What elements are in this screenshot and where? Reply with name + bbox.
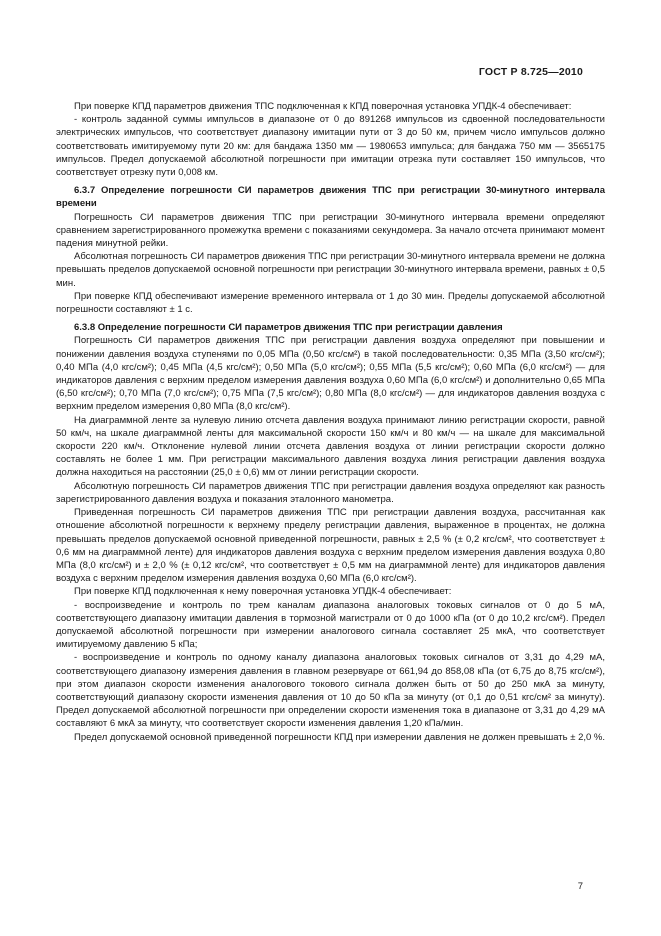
section-heading-6-3-7: 6.3.7 Определение погрешности СИ параметров движения ТПС при регистрации 30-минутного интервала времени (56, 185, 605, 210)
paragraph: При поверке КПД параметров движения ТПС подключенная к КПД поверочная установка УПДК-4 обеспечивает: (74, 101, 572, 112)
paragraph: Приведенная погрешность СИ параметров движения ТПС при регистрации давления воздуха, рассчитанная как отношение абсолютной погрешности к верхнему пределу регистрации давления, выраженное в процентах, не должна превышать пределов допускаемой основной приведенной погрешности, равных ± 2,5 % (± 0,2 кгс/см², что соответствует ± 0,6 мм на диаграммной ленте) для индикаторов давления воздуха с верхним пределом измерения давления воздуха 0,80 МПа (8,0 кгс/см²) и ± 2,0 % (± 0,12 кгс/см², что соответствует ± 0,5 мм на диаграммной ленте) для индикаторов давления воздуха с верхним пределом измерения давления воздуха 0,60 МПа (6,0 кгс/см²). (56, 507, 605, 585)
list-item: - воспроизведение и контроль по трем каналам диапазона аналоговых токовых сигналов от 0 до 5 мА, соответствующего диапазону имитации давления в тормозной магистрали от 0 до 1000 кПа (от 0 до 10,2 кгс/см²). Предел допускаемой абсолютной погрешности при измерении аналогового сигнала составляет 25 мкА, что соответствует имитируемому давлению 5 кПа; (56, 599, 605, 651)
list-item: - воспроизведение и контроль по одному каналу диапазона аналоговых токовых сигналов от 3,31 до 4,29 мА, соответствующего диапазону измерения давления в главном резервуаре от 661,94 до 858,08 кПа (от 6,75 до 8,75 кгс/см²), при этом диапазон скорости изменения аналогового токового сигнала должен быть от 50 до 250 мкА за минуту, соответствующий диапазону скорости изменения давления от 10 до 50 кПа за минуту (от 0,1 до 0,51 кгс/см² за минуту). Предел допускаемой абсолютной погрешности при определении скорости изменения тока в диапазоне от 3,31 до 4,29 мА составляют 6 мкА за минуту, что соответствует скорости изменения давления 1,20 кПа/мин. (56, 652, 605, 730)
list-item: - контроль заданной суммы импульсов в диапазоне от 0 до 891268 импульсов из сдвоенной последовательности электрических импульсов, что соответствует диапазону имитации пути от 3 до 50 км, причем число импульсов должно соответствовать имитируемому пути 20 км: для бандажа 1350 мм — 1980653 импульса; для бандажа 750 мм — 3565175 импульсов. Предел допускаемой абсолютной погрешности при имитации отрезка пути составляет 150 импульсов, что соответствует отрезку пути 0,008 км. (56, 114, 605, 179)
paragraph: На диаграммной ленте за нулевую линию отсчета давления воздуха принимают линию регистрации скорости, равной 50 км/ч, на шкале диаграммной ленты для максимальной скорости 150 км/ч и 80 км/ч — на шкале для максимальной скорости 220 км/ч. Отклонение нулевой линии отсчета давления воздуха от линии регистрации скорости должно составлять не более 1 мм. При регистрации максимального давления воздуха линия регистрации давления воздуха должна находиться на расстоянии (25,0 ± 0,6) мм от линии регистрации скорости. (56, 414, 605, 479)
section-heading-6-3-8: 6.3.8 Определение погрешности СИ параметров движения ТПС при регистрации давления (74, 322, 503, 334)
paragraph: Абсолютная погрешность СИ параметров движения ТПС при регистрации 30-минутного интервала времени не должна превышать пределов допускаемой основной погрешности при регистрации 30-минутного интервала времени, равных ± 0,5 мин. (56, 251, 605, 289)
paragraph: Погрешность СИ параметров движения ТПС при регистрации давления воздуха определяют при повышении и понижении давления воздуха ступенями по 0,05 МПа (0,50 кгс/см²) в такой последовательности: 0,35 МПа (3,50 кгс/см²); 0,40 МПа (4,0 кгс/см²); 0,45 МПа (4,5 кгс/см²); 0,50 МПа (5,0 кгс/см²); 0,55 МПа (5,5 кгс/см²); 0,60 МПа (6,0 кгс/см²) — для индикаторов давления с верхним пределом измерения давления воздуха 0,60 МПа (6,0 кгс/см²) и дополнительно 0,65 МПа (6,50 кгс/см²); 0,70 МПа (7,0 кгс/см²); 0,75 МПа (7,5 кгс/см²); 0,80 МПа (8,0 кгс/см²) — для индикаторов давления воздуха с верхним пределом измерения 0,80 МПа (8,0 кгс/см²). (56, 335, 605, 413)
document-id-header: ГОСТ Р 8.725—2010 (478, 66, 583, 78)
page-number: 7 (577, 881, 583, 892)
paragraph: Погрешность СИ параметров движения ТПС при регистрации 30-минутного интервала времени определяют сравнением зарегистрированного промежутка времени с показаниями секундомера. За начало отсчета принимают момент падения минутной рейки. (56, 211, 605, 250)
document-body (56, 100, 605, 744)
paragraph: Предел допускаемой основной приведенной погрешности КПД при измерении давления не должен превышать ± 2,0 %. (74, 731, 606, 743)
paragraph: Абсолютную погрешность СИ параметров движения ТПС при регистрации давления воздуха определяют как разность зарегистрированного давления воздуха и показания эталонного манометра. (56, 480, 605, 505)
paragraph: При поверке КПД обеспечивают измерение временного интервала от 1 до 30 мин. Пределы допускаемой абсолютной погрешности составляют ± 1 с. (56, 290, 605, 316)
paragraph: При поверке КПД подключенная к нему поверочная установка УПДК-4 обеспечивает: (74, 586, 452, 598)
